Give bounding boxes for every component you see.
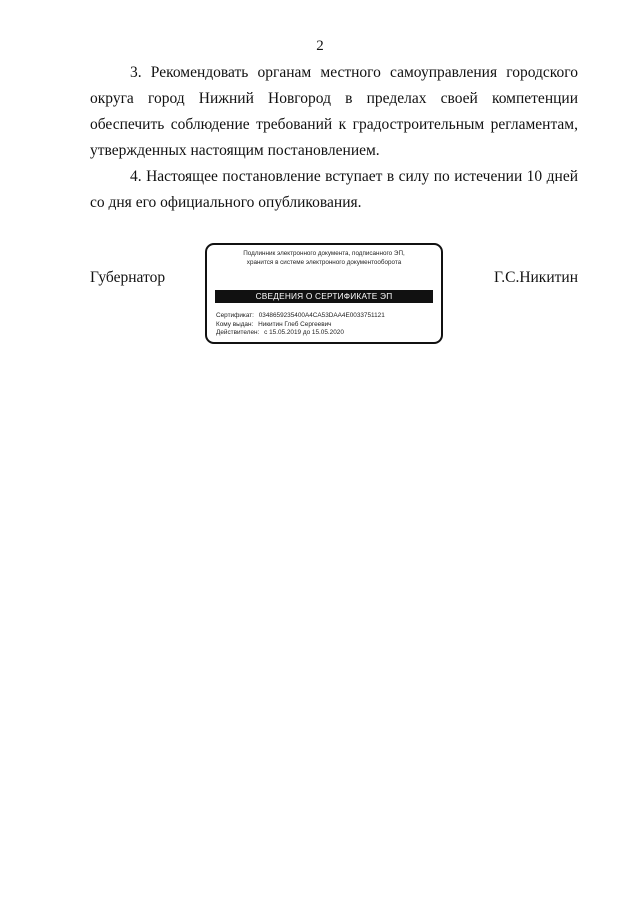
signer-name: Г.С.Никитин — [494, 269, 578, 286]
issued-to-label: Кому выдан: — [216, 320, 254, 328]
page-number: 2 — [316, 38, 324, 54]
validity-label: Действителен: — [216, 329, 260, 337]
stamp-header-line-1: Подлинник электронного документа, подписанного ЭП, — [243, 250, 405, 257]
validity-row — [216, 329, 435, 338]
electronic-signature-stamp — [205, 243, 443, 344]
paragraph-4: 4. Настоящее постановление вступает в силу по истечении 10 дней со дня его официального опубликования. — [90, 168, 578, 211]
document-body — [90, 60, 578, 216]
stamp-certificate-banner: СВЕДЕНИЯ О СЕРТИФИКАТЕ ЭП — [215, 290, 433, 303]
issued-to-value: Никитин Глеб Сергеевич — [258, 320, 332, 328]
stamp-header-line-2: хранится в системе электронного документооборота — [246, 258, 402, 266]
certificate-label: Сертификат: — [216, 312, 254, 319]
signer-title: Губернатор — [90, 269, 166, 286]
stamp-header — [213, 250, 435, 267]
paragraph-3: 3. Рекомендовать органам местного самоуправления городского округа город Нижний Новгород в пределах своей компетенции обеспечить соблюдение требований к градостроительным регламентам, утвержденных настоящим постановлением. — [90, 64, 578, 159]
stamp-details — [216, 312, 435, 338]
certificate-value: 0348659235400A4CA53DAA4E0033751121 — [258, 312, 385, 319]
issued-to-row — [216, 321, 435, 330]
certificate-row — [216, 312, 435, 321]
validity-value: с 15.05.2019 до 15.05.2020 — [264, 329, 344, 337]
